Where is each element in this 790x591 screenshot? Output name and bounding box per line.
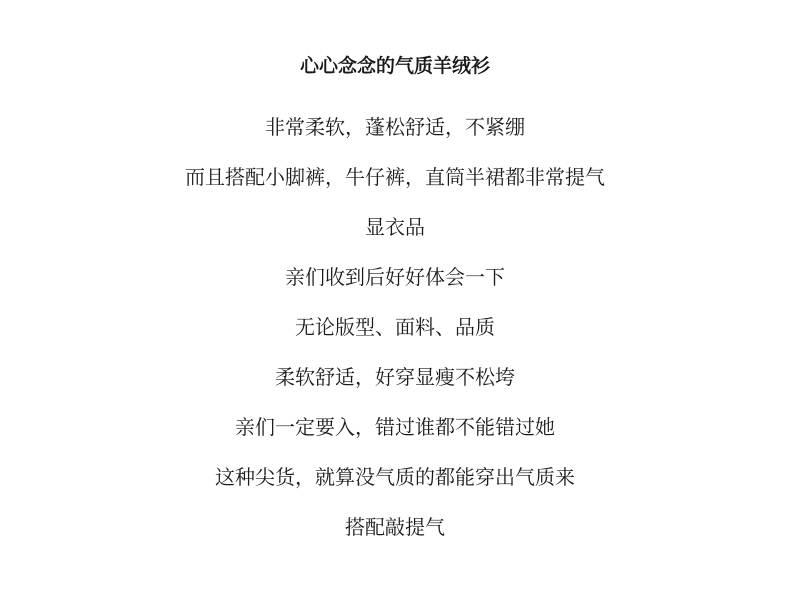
description-line: 无论版型、面料、品质 <box>295 315 495 339</box>
description-line: 非常柔软，蓬松舒适，不紧绷 <box>265 115 525 139</box>
description-line: 这种尖货，就算没气质的都能穿出气质来 <box>215 465 575 489</box>
description-line: 柔软舒适，好穿显瘦不松垮 <box>275 365 515 389</box>
page-title: 心心念念的气质羊绒衫 <box>299 55 490 77</box>
description-line: 显衣品 <box>365 215 425 239</box>
description-line: 搭配敲提气 <box>345 515 445 539</box>
description-lines <box>0 113 790 563</box>
description-line: 而且搭配小脚裤，牛仔裤，直筒半裙都非常提气 <box>185 165 605 189</box>
description-line: 亲们收到后好好体会一下 <box>285 265 505 289</box>
description-line: 亲们一定要入，错过谁都不能错过她 <box>235 415 555 439</box>
